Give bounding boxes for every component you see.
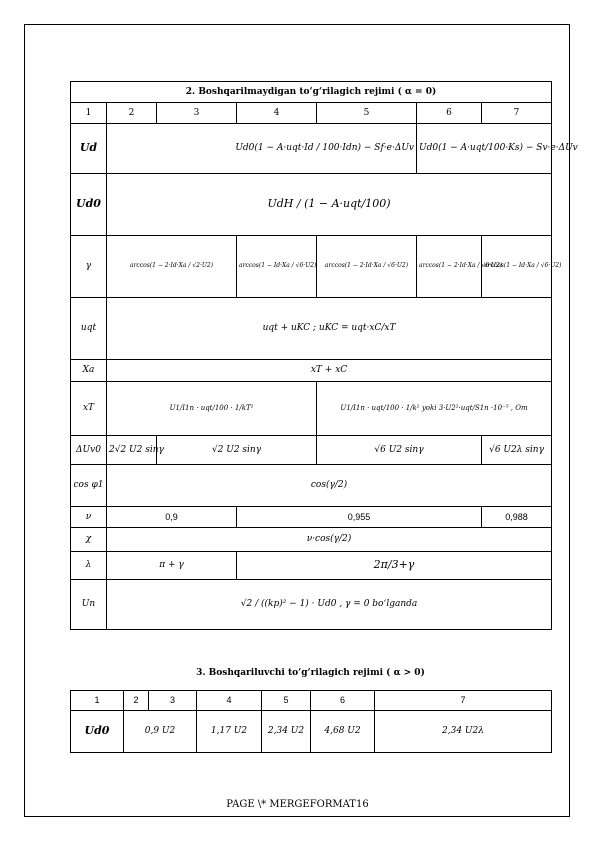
table-caption: 2. Boshqarilmaydigan to‘g‘rilagich rejimi ( α = 0)	[71, 82, 552, 103]
formula-cell: 2√2 U2 sinγ	[107, 436, 157, 465]
value-cell: 0,9	[107, 507, 237, 528]
table-row	[71, 382, 552, 436]
formula-cell: √6 U2 sinγ	[317, 436, 482, 465]
value-cell: 2,34 U2λ	[375, 711, 552, 753]
table-row	[71, 552, 552, 580]
column-header: 3	[149, 691, 197, 711]
formula-cell: ν·cos(γ/2)	[107, 528, 552, 552]
table-row	[71, 174, 552, 236]
column-header: 1	[71, 691, 124, 711]
column-header: 2	[107, 103, 157, 124]
row-label: uqt	[71, 298, 107, 360]
row-label: Ud0	[71, 711, 124, 753]
formula-cell: arccos(1 − Id·Xa / √6·U2)	[237, 236, 317, 298]
column-header: 1	[71, 103, 107, 124]
column-header: 7	[482, 103, 552, 124]
formula-cell: 2π/3+γ	[237, 552, 552, 580]
table-row	[71, 465, 552, 507]
formula-cell: arccos(1 − 2·Id·Xa / √6·U2)	[417, 236, 482, 298]
value-cell: 0,9 U2	[124, 711, 197, 753]
row-label: cos φ1	[71, 465, 107, 507]
table-row	[71, 236, 552, 298]
row-label: Xa	[71, 360, 107, 382]
row-label: γ	[71, 236, 107, 298]
formula-cell: π + γ	[107, 552, 237, 580]
row-label: ν	[71, 507, 107, 528]
value-cell: 2,34 U2	[262, 711, 311, 753]
formula-cell: U1/I1n · uqt/100 · 1/kT²	[107, 382, 317, 436]
uncontrolled-rectifier-table	[70, 81, 578, 630]
controlled-rectifier-table	[70, 690, 552, 753]
formula-cell: √6 U2λ sinγ	[482, 436, 552, 465]
column-header-row	[71, 691, 552, 711]
column-header: 6	[311, 691, 375, 711]
table-row	[71, 507, 552, 528]
value-cell: 0,955	[237, 507, 482, 528]
column-header-row	[71, 103, 552, 124]
row-label: Ud0	[71, 174, 107, 236]
column-header: 2	[124, 691, 149, 711]
value-cell: 4,68 U2	[311, 711, 375, 753]
column-header: 5	[317, 103, 417, 124]
formula-cell: UdH / (1 − A·uqt/100)	[107, 174, 552, 236]
row-label: ΔUv0	[71, 436, 107, 465]
formula-cell: xT + xC	[107, 360, 552, 382]
column-header: 3	[157, 103, 237, 124]
formula-cell: √2 U2 sinγ	[157, 436, 317, 465]
formula-cell: √2 / ((kp)² − 1) · Ud0 , γ = 0 bo‘lganda	[107, 580, 552, 630]
formula-cell: arccos(1 − 2·Id·Xa / √6·U2)	[317, 236, 417, 298]
table-row	[71, 360, 552, 382]
row-label: Un	[71, 580, 107, 630]
formula-cell: cos(γ/2)	[107, 465, 552, 507]
row-label: xT	[71, 382, 107, 436]
formula-cell: uqt + uKC ; uKC = uqt·xC/xT	[107, 298, 552, 360]
column-header: 5	[262, 691, 311, 711]
formula-cell: arccos(1 − 2·Id·Xa / √2·U2)	[107, 236, 237, 298]
formula-cell: Ud0(1 − A·uqt·Id / 100·Idn) − Sf·e·ΔUv	[107, 124, 417, 174]
table-row	[71, 528, 552, 552]
table-row	[71, 124, 552, 174]
page-footer: PAGE \* MERGEFORMAT16	[226, 799, 369, 810]
formula-cell: U1/I1n · uqt/100 · 1/k² yoki 3·U2²·uqt/S1n ·10⁻⁵ , Om	[317, 382, 552, 436]
column-header: 6	[417, 103, 482, 124]
table-row	[71, 580, 552, 630]
row-label: λ	[71, 552, 107, 580]
row-label: Ud	[71, 124, 107, 174]
table-row	[71, 298, 552, 360]
column-header: 4	[197, 691, 262, 711]
table-caption: 3. Boshqariluvchi to‘g‘rilagich rejimi ( α > 0)	[196, 668, 425, 678]
value-cell: 0,988	[482, 507, 552, 528]
row-label: χ	[71, 528, 107, 552]
formula-cell: Ud0(1 − A·uqt/100·Ks) − Sv·e·ΔUv	[417, 124, 552, 174]
table-row	[71, 711, 552, 753]
table-row	[71, 436, 552, 465]
column-header: 4	[237, 103, 317, 124]
column-header: 7	[375, 691, 552, 711]
value-cell: 1,17 U2	[197, 711, 262, 753]
formula-cell: arccos(1 − Id·Xa / √6·U2)	[482, 236, 552, 298]
